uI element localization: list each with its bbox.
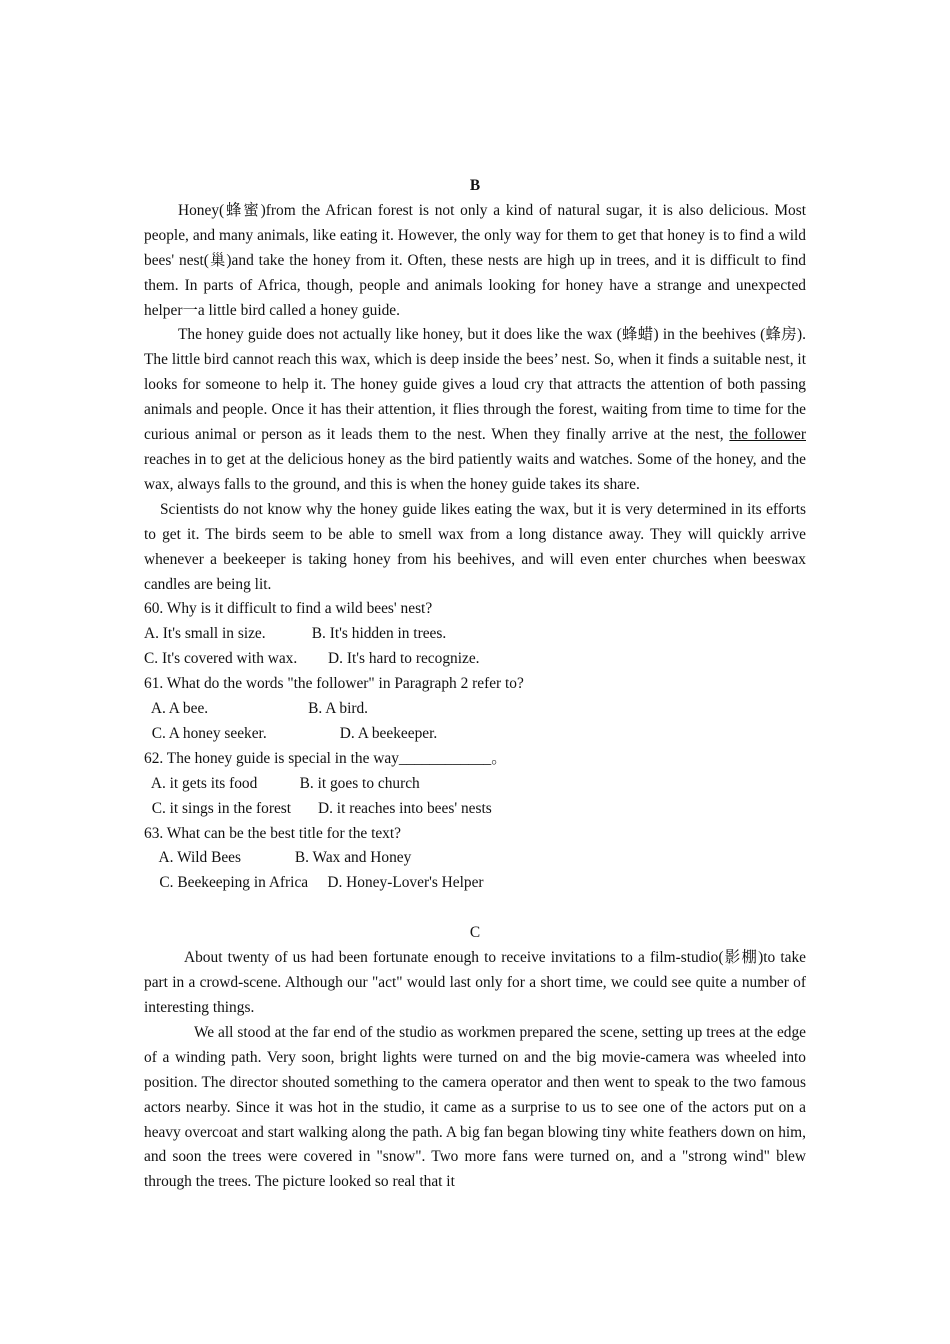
- question-62-options-ab: A. it gets its food B. it goes to church: [144, 774, 420, 792]
- question-63: 63. What can be the best title for the text?: [144, 824, 401, 842]
- section-c-paragraph-1: About twenty of us had been fortunate enough to receive invitations to a film-studio(影棚)to take part in a crowd-scene. Although our "act" would last only for a short time, we could see quite a number of interesting things.: [144, 949, 806, 1016]
- question-63-options-ab: A. Wild Bees B. Wax and Honey: [144, 849, 412, 867]
- document-page: [144, 174, 806, 1195]
- question-61-options-cd: C. A honey seeker. D. A beekeeper.: [144, 724, 438, 742]
- question-60-options-ab: A. It's small in size. B. It's hidden in trees.: [144, 625, 447, 643]
- section-b-paragraph-1: Honey(蜂蜜)from the African forest is not only a kind of natural sugar, it is also delicious. Most people, and many animals, like eating it. However, the only way for them to get that honey is to find a wild bees' nest(巢)and take the honey from it. Often, these nests are high up in trees, and it is difficult to find them. In parts of Africa, though, people and animals looking for honey have a strange and unexpected helper一a little bird called a honey guide.: [144, 201, 806, 319]
- section-c-paragraph-2: We all stood at the far end of the studio as workmen prepared the scene, setting up trees at the edge of a winding path. Very soon, bright lights were turned on and the big movie-camera was wheeled into position. The director shouted something to the camera operator and then went to speak to the two famous actors nearby. Since it was hot in the studio, it came as a surprise to us to see one of the actors put on a heavy overcoat and start walking along the path. A big fan began blowing tiny white feathers down on him, and soon the trees were covered in "snow". Two more fans were turned on, and a "strong wind" blew through the trees. The picture looked so real that it: [144, 1023, 806, 1191]
- question-60-options-cd: C. It's covered with wax. D. It's hard to recognize.: [144, 650, 480, 668]
- question-62: 62. The honey guide is special in the way____________。: [144, 749, 507, 767]
- question-62-options-cd: C. it sings in the forest D. it reaches into bees' nests: [144, 799, 492, 817]
- question-61: 61. What do the words "the follower" in Paragraph 2 refer to?: [144, 675, 524, 693]
- question-60: 60. Why is it difficult to find a wild bees' nest?: [144, 600, 433, 618]
- the-follower-underlined: the follower: [729, 426, 806, 444]
- paragraph-2-text-before: The honey guide does not actually like honey, but it does like the wax (蜂蜡) in the beehives (蜂房). The little bird cannot reach this wax, which is deep inside the bees’ nest. So, when it finds a suitable nest, it looks for someone to help it. The honey guide gives a loud cry that attracts the attention of both passing animals and people. Once it has their attention, it flies through the forest, waiting from time to time for the curious animal or person as it leads them to the nest. When they finally arrive at the nest,: [144, 326, 806, 444]
- paragraph-2-text-after: reaches in to get at the delicious honey as the bird patiently waits and watches. Some of the honey, and the wax, always falls to the ground, and this is when the honey guide takes its share.: [144, 450, 806, 493]
- section-spacer: [144, 896, 806, 921]
- section-b-paragraph-3: Scientists do not know why the honey guide likes eating the wax, but it is very determined in its efforts to get it. The birds seem to be able to smell wax from a long distance away. They will quickly arrive whenever a beekeeper is taking honey from his beehives, and will even enter churches when beeswax candles are being lit.: [144, 500, 806, 593]
- question-61-options-ab: A. A bee. B. A bird.: [144, 700, 369, 718]
- question-63-options-cd: C. Beekeeping in Africa D. Honey-Lover's Helper: [144, 874, 484, 892]
- section-b-title: B: [469, 177, 481, 194]
- section-c-title: C: [469, 924, 481, 942]
- section-b-paragraph-2: [144, 323, 806, 497]
